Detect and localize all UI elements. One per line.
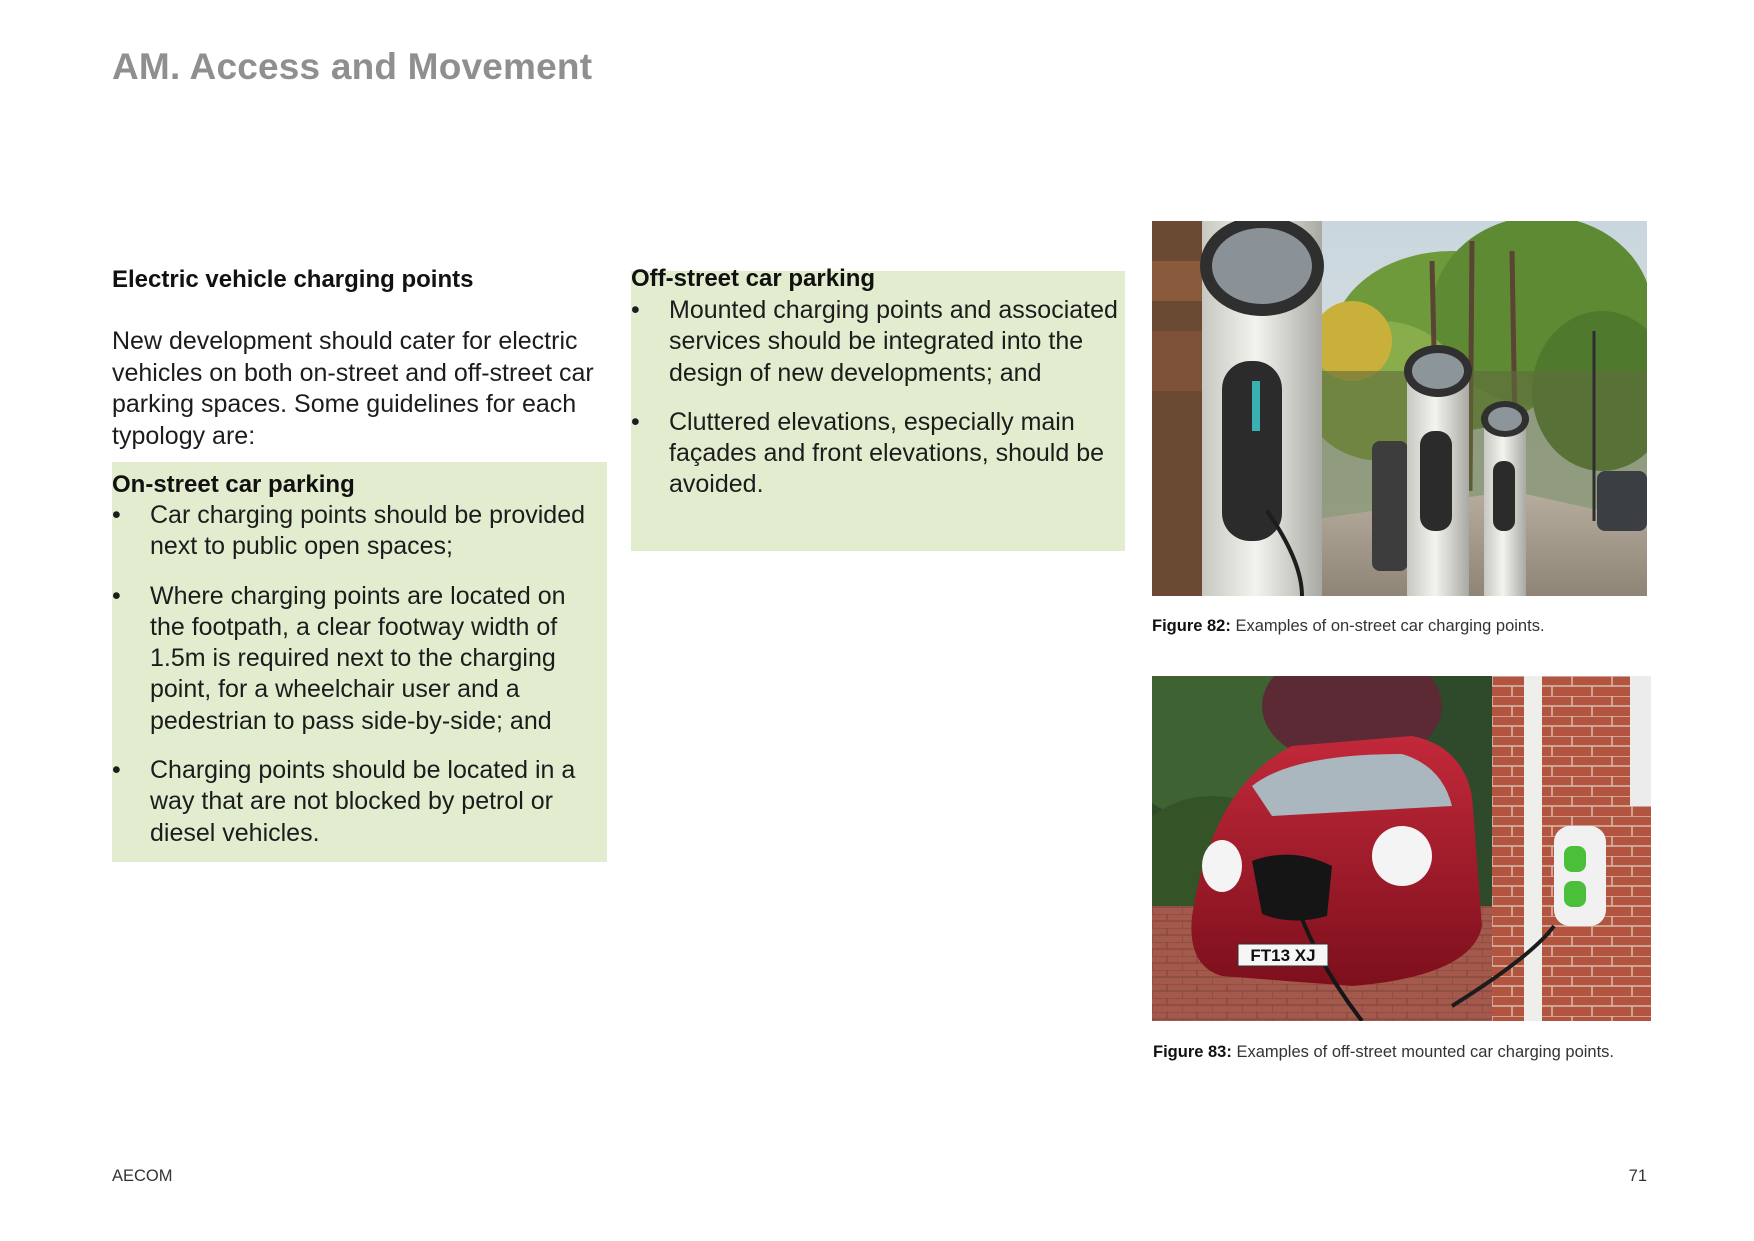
page-title: AM. Access and Movement (112, 46, 593, 87)
bullet-icon: • (112, 756, 121, 785)
section-heading: Electric vehicle charging points (112, 266, 474, 293)
bullet-icon: • (631, 296, 640, 324)
intro-paragraph: New development should cater for electric vehicles on both on-street and off-street car parking spaces. Some guidelines for each typology are: (112, 327, 594, 450)
bullet-icon: • (112, 501, 121, 529)
figure-82-caption: Figure 82: Examples of on-street car charging points. (1152, 617, 1545, 635)
on-street-panel (112, 462, 607, 862)
on-street-list (112, 500, 607, 867)
list-item: • Where charging points are located on the footpath, a clear footway width of 1.5m is required next to the charging point, for a wheelchair user and a pedestrian to pass side-by-side; and (112, 581, 566, 735)
list-item: • Car charging points should be provided next to public open spaces; (112, 501, 585, 561)
off-street-panel (631, 265, 1125, 551)
on-street-charging-photo (1152, 221, 1647, 596)
figure-83-caption: Figure 83: Examples of off-street mounted car charging points. (1153, 1043, 1615, 1061)
footer-brand: AECOM (112, 1167, 173, 1185)
off-street-charging-photo (1152, 676, 1651, 1021)
list-item: • Mounted charging points and associated services should be integrated into the design of new developments; and (631, 296, 1118, 387)
list-item: • Charging points should be located in a way that are not blocked by petrol or diesel vehicles. (112, 756, 576, 847)
page-number: 71 (1628, 1167, 1647, 1185)
off-street-heading: Off-street car parking (631, 265, 876, 292)
list-item: • Cluttered elevations, especially main façades and front elevations, should be avoided. (631, 407, 1105, 499)
license-plate-text: FT13 XJ (1250, 946, 1316, 965)
bullet-icon: • (112, 581, 121, 610)
off-street-list (631, 295, 1131, 519)
bullet-icon: • (631, 407, 640, 436)
on-street-heading: On-street car parking (112, 471, 355, 498)
